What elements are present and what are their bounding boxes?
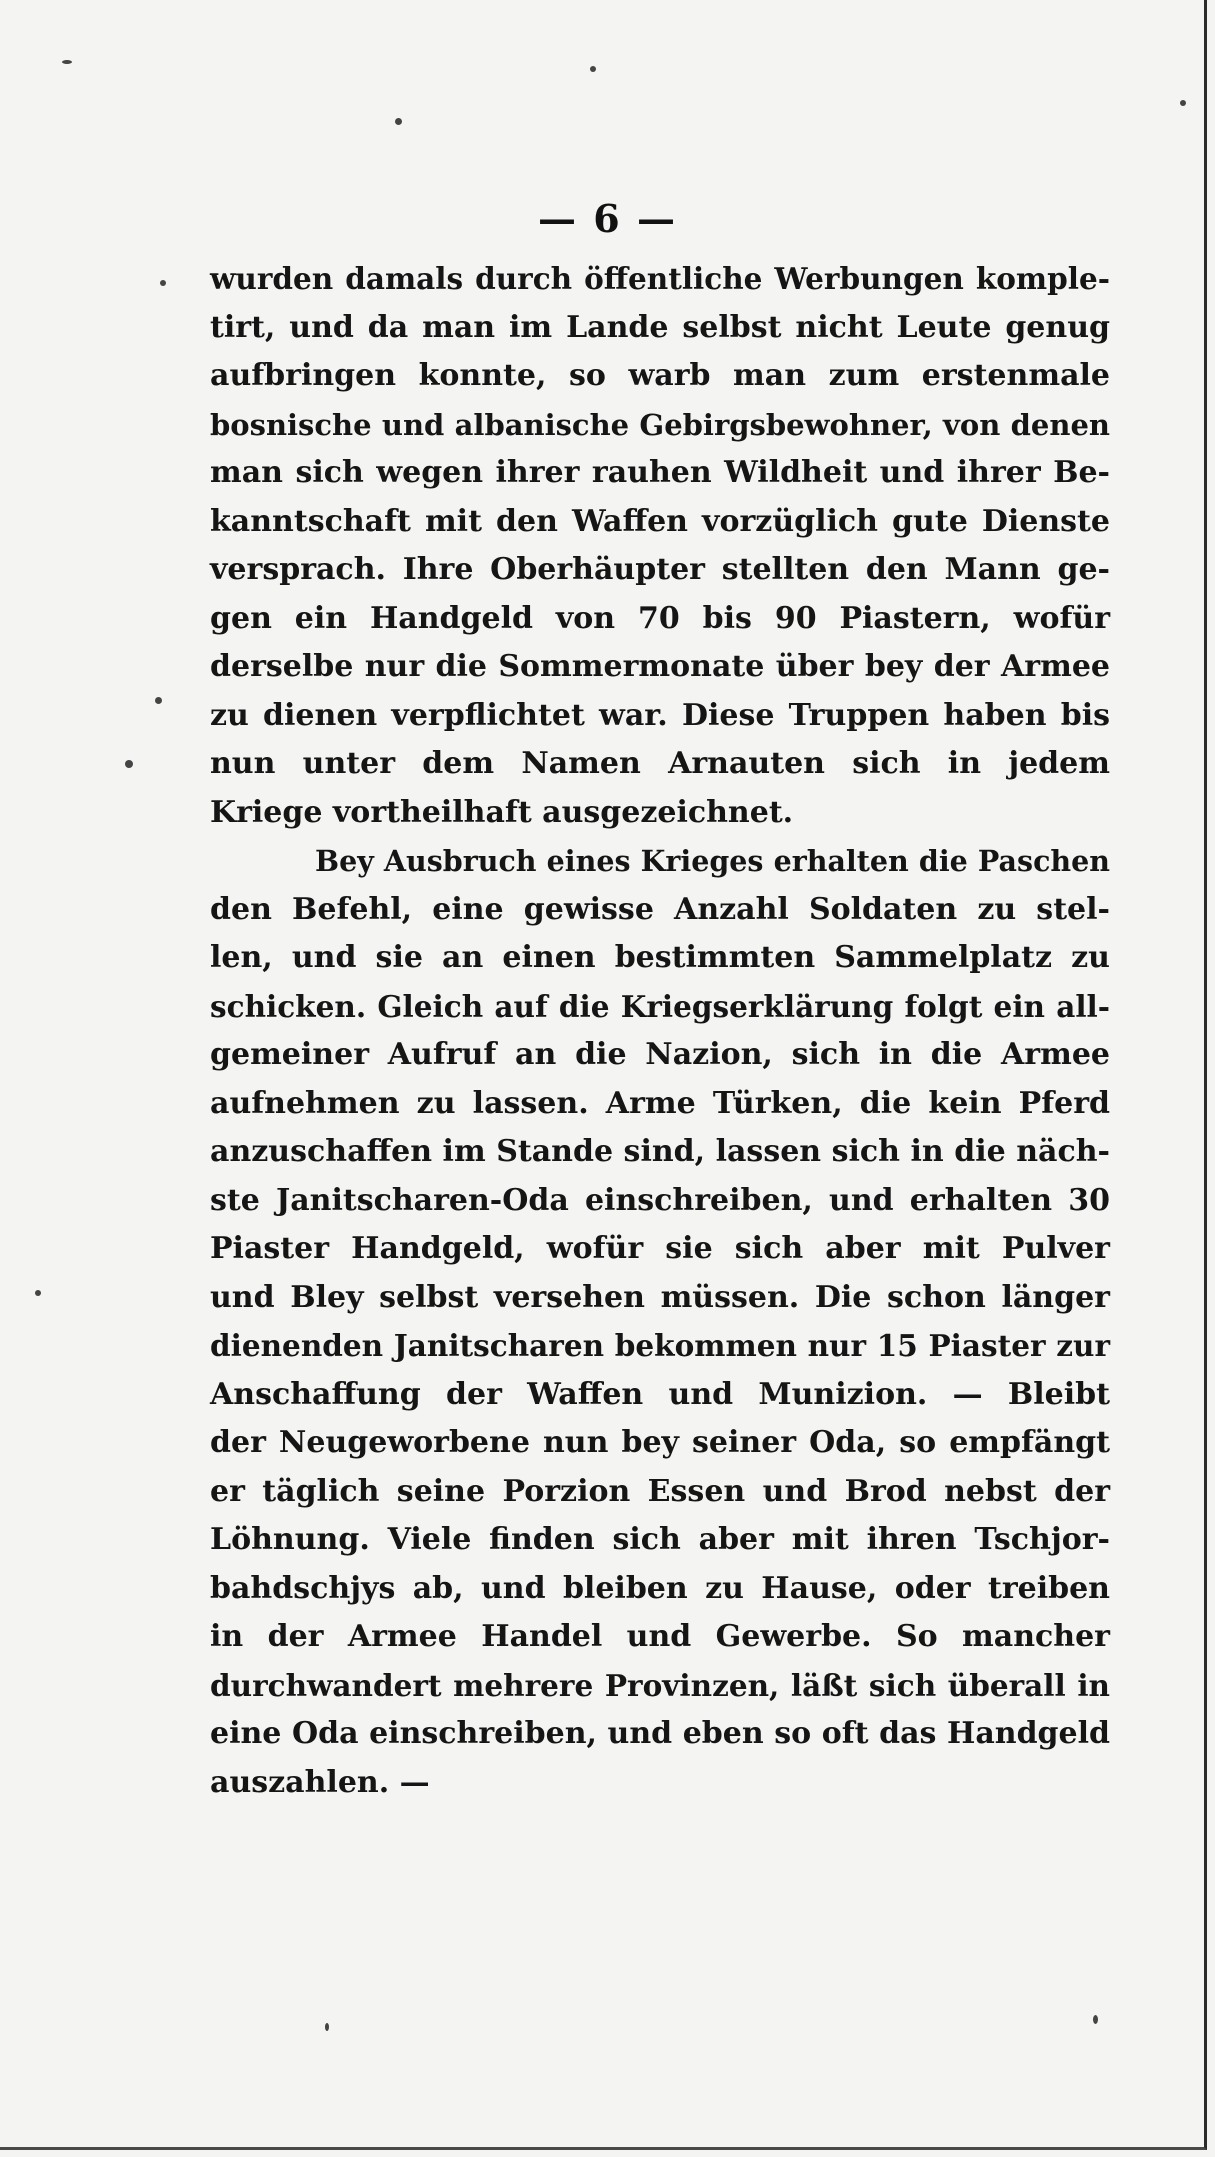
text-line: Löhnung. Viele finden sich aber mit ihren Tschjor- [210, 1522, 1110, 1557]
text-line: auszahlen. — [210, 1764, 430, 1800]
text-line: und Bley selbst versehen müssen. Die schon länger [210, 1279, 1110, 1315]
scan-speck [155, 697, 162, 704]
text-line: anzuschaffen im Stande sind, lassen sich in die näch- [210, 1134, 1110, 1169]
scan-speck [395, 118, 402, 125]
page-number-header: — 6 — [538, 196, 677, 241]
text-line: len, und sie an einen bestimmten Sammelplatz zu [210, 940, 1110, 975]
text-line: zu dienen verpflichtet war. Diese Truppen haben bis [210, 697, 1110, 733]
text-line: derselbe nur die Sommermonate über bey der Armee [210, 649, 1110, 684]
text-line: bosnische und albanische Gebirgsbewohner, von denen [210, 407, 1110, 442]
text-line: Kriege vortheilhaft ausgezeichnet. [210, 794, 794, 830]
scan-speck [1180, 100, 1186, 106]
text-line: ste Janitscharen-Oda einschreiben, und erhalten 30 [210, 1182, 1110, 1218]
text-line: aufbringen konnte, so warb man zum erstenmale [210, 358, 1110, 393]
text-line: versprach. Ihre Oberhäupter stellten den Mann ge- [210, 552, 1110, 587]
text-line: Anschaffung der Waffen und Munizion. — Bleibt [210, 1376, 1110, 1412]
scan-speck [125, 760, 133, 768]
text-line: durchwandert mehrere Provinzen, läßt sich überall in [210, 1667, 1110, 1703]
text-line: der Neugeworbene nun bey seiner Oda, so empfängt [210, 1425, 1110, 1460]
text-line: gen ein Handgeld von 70 bis 90 Piastern, wofür [210, 600, 1110, 636]
text-line: gemeiner Aufruf an die Nazion, sich in die Armee [210, 1037, 1110, 1072]
scan-speck [160, 280, 166, 286]
text-line: man sich wegen ihrer rauhen Wildheit und ihrer Be- [210, 455, 1110, 490]
text-line: tirt, und da man im Lande selbst nicht Leute genug [210, 309, 1110, 345]
text-line: in der Armee Handel und Gewerbe. So mancher [210, 1619, 1110, 1654]
text-line: den Befehl, eine gewisse Anzahl Soldaten zu stel- [210, 891, 1110, 927]
text-line: schicken. Gleich auf die Kriegserklärung folgt ein all- [210, 988, 1110, 1024]
text-line: Piaster Handgeld, wofür sie sich aber mit Pulver [210, 1231, 1110, 1266]
scan-speck [590, 66, 596, 72]
scan-speck [1093, 2015, 1098, 2024]
text-line: bahdschjys ab, und bleiben zu Hause, oder treiben [210, 1570, 1110, 1606]
text-line: dienenden Janitscharen bekommen nur 15 Piaster zur [210, 1328, 1110, 1363]
text-line: wurden damals durch öffentliche Werbungen komple- [210, 261, 1110, 296]
scan-speck [35, 1290, 41, 1296]
text-line: aufnehmen zu lassen. Arme Türken, die kein Pferd [210, 1085, 1110, 1121]
body-text [210, 255, 1110, 1807]
text-line: eine Oda einschreiben, und eben so oft das Handgeld [210, 1716, 1110, 1751]
text-line: nun unter dem Namen Arnauten sich in jedem [210, 746, 1110, 781]
scan-speck [325, 2023, 329, 2031]
text-line-paragraph-start: Bey Ausbruch eines Krieges erhalten die Paschen [315, 844, 1110, 878]
text-line: kanntschaft mit den Waffen vorzüglich gute Dienste [210, 503, 1110, 539]
scan-speck [62, 60, 72, 64]
text-line: er täglich seine Porzion Essen und Brod nebst der [210, 1473, 1110, 1509]
